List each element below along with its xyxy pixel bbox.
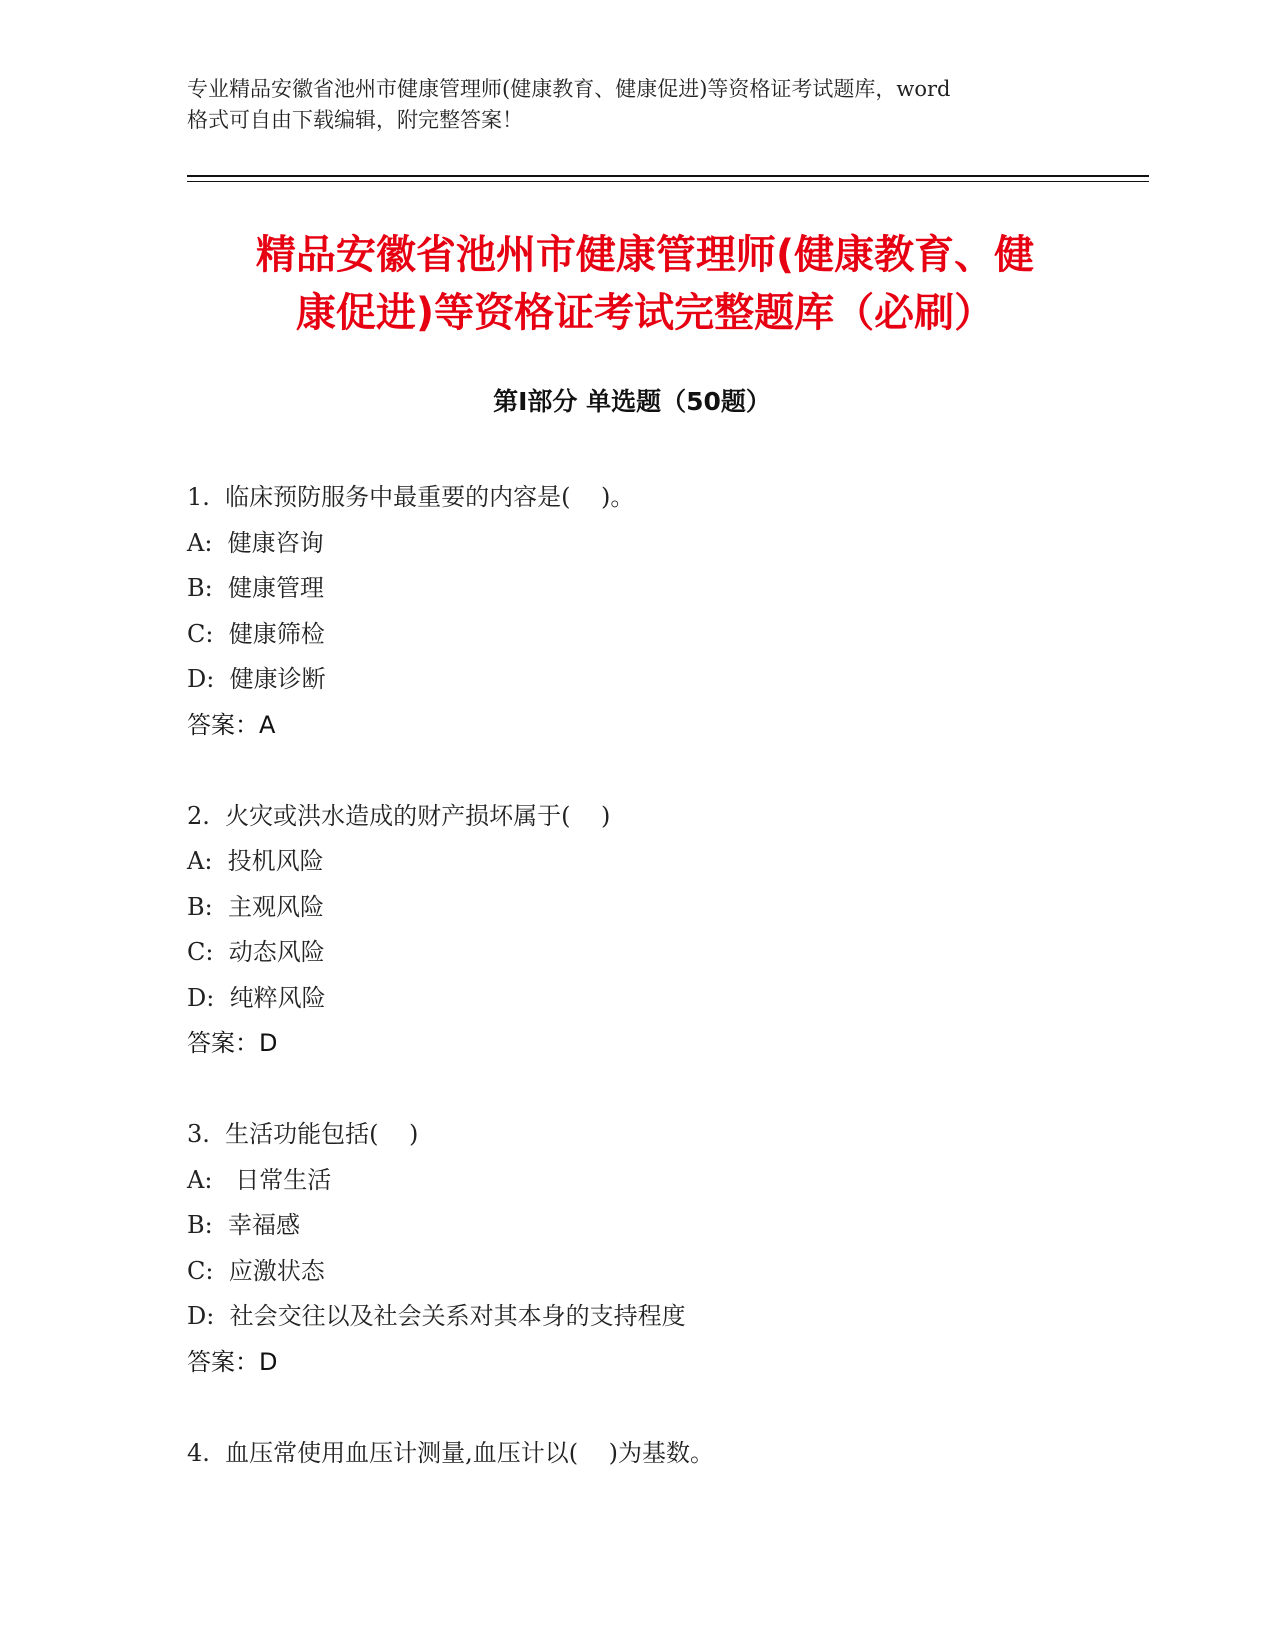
option-c: C: 动态风险 bbox=[187, 938, 325, 966]
option-c: C: 应激状态 bbox=[187, 1256, 325, 1285]
header-rule-thin bbox=[187, 181, 1149, 182]
question-spacer bbox=[187, 748, 1137, 794]
question-stem: 1. 临床预防服务中最重要的内容是( )。 bbox=[187, 483, 635, 511]
answer: 答案：A bbox=[187, 710, 276, 739]
option-b: B: 健康管理 bbox=[187, 574, 324, 602]
question-spacer bbox=[187, 1385, 1137, 1431]
question-4 bbox=[187, 1431, 1137, 1477]
header-note-line-1: 专业精品安徽省池州市健康管理师(健康教育、健康促进)等资格证考试题库，word bbox=[187, 77, 951, 101]
option-d: D: 纯粹风险 bbox=[187, 983, 326, 1012]
header-note bbox=[187, 74, 1087, 136]
document-title-line-2: 康促进)等资格证考试完整题库（必刷） bbox=[295, 290, 995, 336]
question-stem: 2. 火灾或洪水造成的财产损坏属于( ) bbox=[187, 801, 611, 830]
option-d: D: 社会交往以及社会关系对其本身的支持程度 bbox=[187, 1302, 686, 1330]
header-rule-thick bbox=[187, 175, 1149, 177]
question-3 bbox=[187, 1112, 1137, 1431]
question-1 bbox=[187, 475, 1137, 794]
question-stem: 4. 血压常使用血压计测量,血压计以( )为基数。 bbox=[187, 1438, 715, 1467]
option-b: B: 主观风险 bbox=[187, 892, 324, 921]
option-c: C: 健康筛检 bbox=[187, 619, 325, 648]
question-list bbox=[187, 475, 1137, 1476]
question-spacer bbox=[187, 1067, 1137, 1113]
question-stem: 3. 生活功能包括( ) bbox=[187, 1120, 419, 1148]
question-2 bbox=[187, 794, 1137, 1113]
option-a: A: 健康咨询 bbox=[187, 528, 324, 557]
option-a: A: 投机风险 bbox=[187, 847, 324, 875]
option-a: A: 日常生活 bbox=[187, 1165, 332, 1194]
option-b: B: 幸福感 bbox=[187, 1211, 300, 1239]
document-title bbox=[180, 226, 1110, 342]
answer: 答案：D bbox=[187, 1347, 278, 1376]
header-note-line-2: 格式可自由下载编辑，附完整答案！ bbox=[187, 108, 523, 132]
answer: 答案：D bbox=[187, 1029, 278, 1057]
section-title: 第Ⅰ部分 单选题（50题） bbox=[493, 387, 771, 416]
option-d: D: 健康诊断 bbox=[187, 665, 326, 693]
document-title-line-1: 精品安徽省池州市健康管理师(健康教育、健 bbox=[255, 232, 1035, 278]
